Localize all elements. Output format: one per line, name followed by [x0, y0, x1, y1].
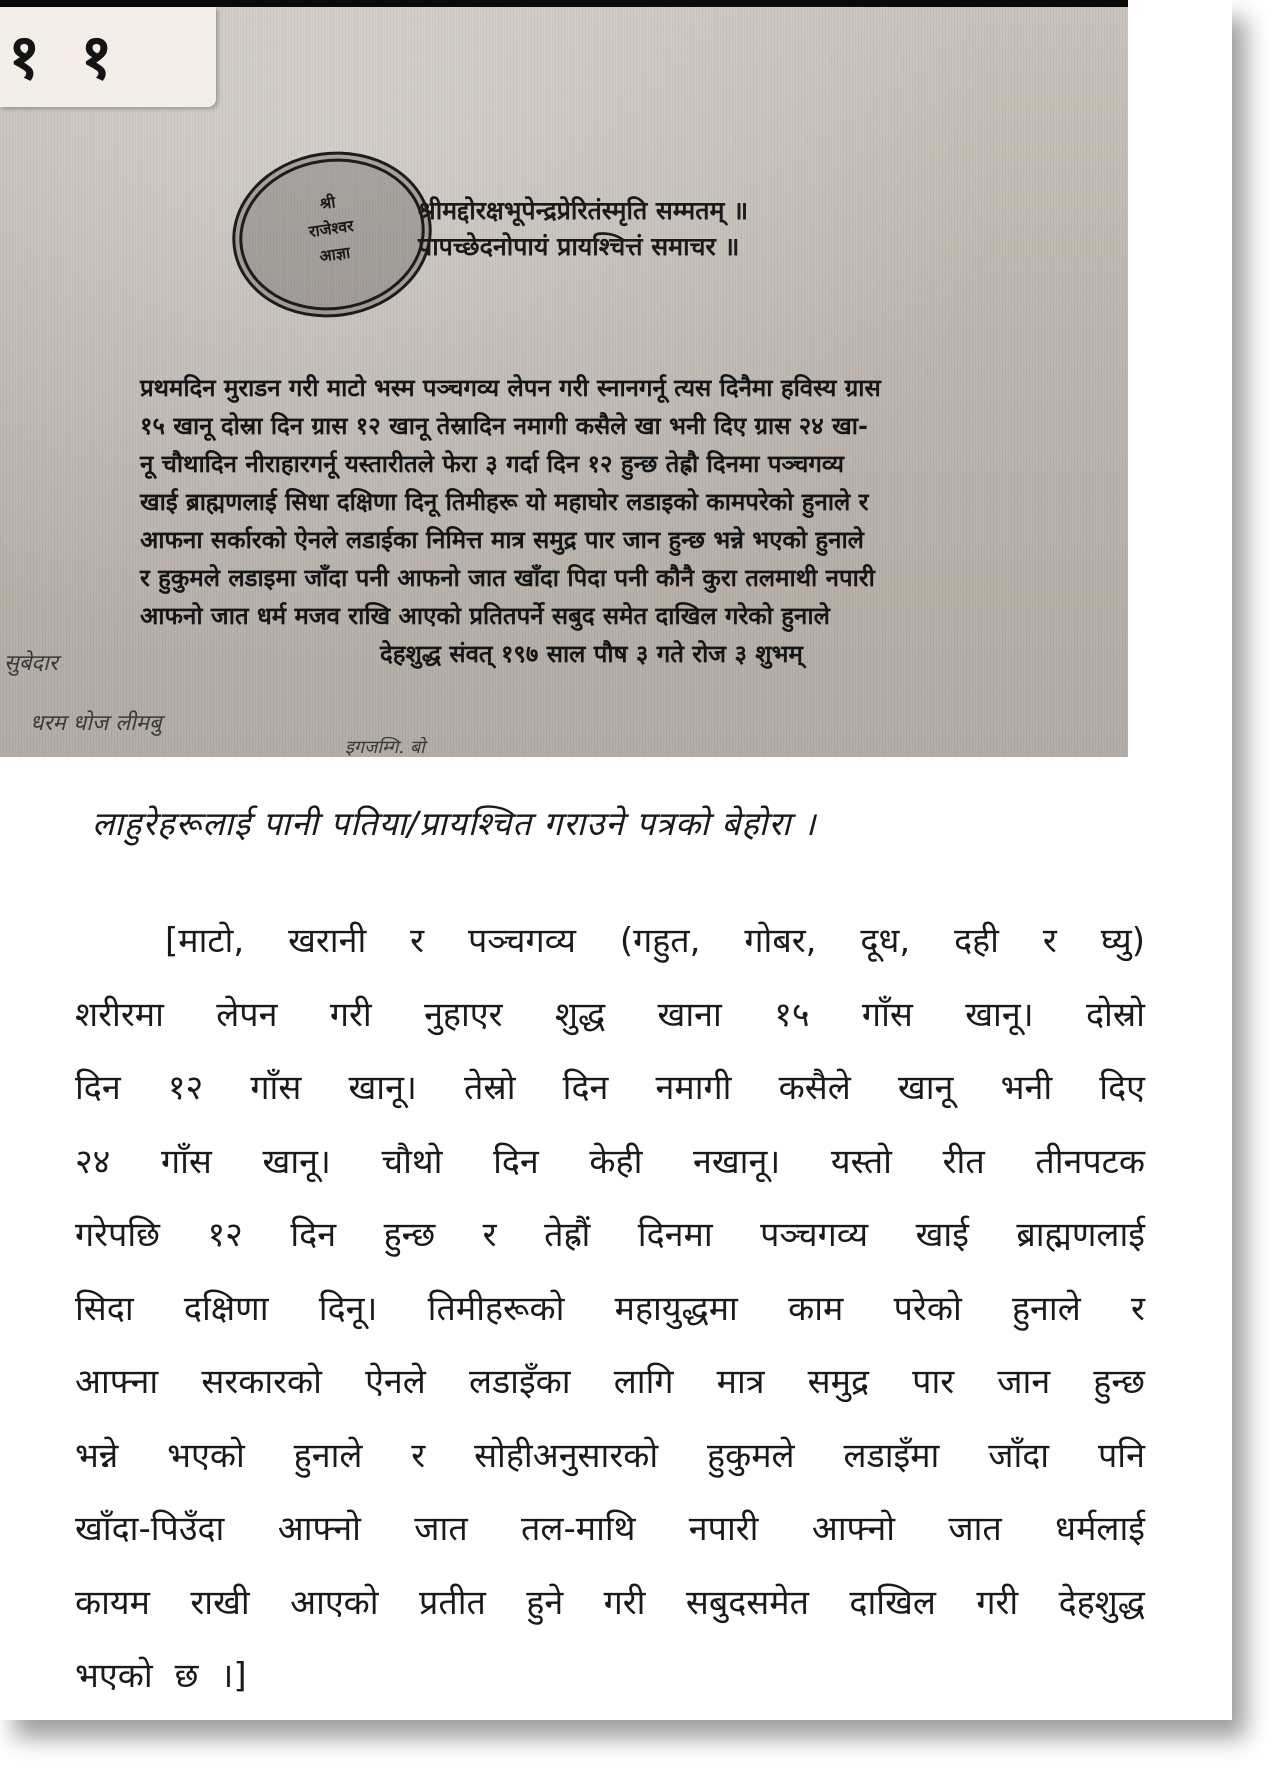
word: पनि	[1097, 1435, 1145, 1476]
word: खानू।	[965, 994, 1034, 1035]
photo-top-border	[0, 0, 1128, 7]
printed-line: र हुकुमले लडाइमा जाँदा पनी आफनो जात खाँदा पिदा पनी कौनै कुरा तलमाथी नपारी	[140, 563, 875, 592]
paragraph-line	[75, 1493, 1145, 1567]
paragraph-line	[75, 1567, 1145, 1641]
printed-line: आफनो जात धर्म मजव राखि आएको प्रतितपर्ने सबुद समेत दाखिल गरेको हुनाले	[140, 601, 830, 630]
word: जात	[414, 1509, 468, 1549]
word: सिदा	[75, 1288, 134, 1329]
paragraph-line	[75, 1126, 1145, 1200]
word: हुने	[526, 1582, 564, 1623]
word: शरीरमा	[75, 994, 164, 1035]
word: देहशुद्ध	[1058, 1582, 1145, 1623]
handwritten-margin-note: सुबेदार	[4, 651, 58, 676]
word: गरी	[329, 994, 372, 1035]
printed-line: नू चौथादिन नीराहारगर्नू यस्तारीतले फेरा ३ गर्दा दिन १२ हुन्छ तेह्रौ दिनमा पञ्चगव्य	[140, 449, 845, 478]
word: महायुद्धमा	[614, 1288, 738, 1329]
word: खरानी	[288, 921, 367, 961]
word: खाँदा-पिउँदा	[75, 1509, 225, 1549]
word: भएको	[167, 1435, 245, 1476]
paragraph-line	[75, 1273, 1145, 1347]
word: चौथो	[381, 1141, 443, 1182]
word: र	[1042, 921, 1057, 961]
word: हुकुमले	[707, 1435, 795, 1476]
word: गरी	[603, 1582, 646, 1623]
paragraph-line	[75, 1199, 1145, 1273]
word: दिए	[1099, 1068, 1145, 1108]
handwritten-annotation: इगजम्गि. बो	[345, 737, 425, 757]
word: (गहुत,	[619, 921, 701, 961]
paragraph-line	[75, 905, 1145, 979]
word: तेह्रौं	[544, 1215, 591, 1255]
word: खानू	[897, 1068, 954, 1108]
paragraph-line	[75, 1052, 1145, 1126]
word: गोबर,	[744, 921, 817, 961]
word: आफ्ना	[75, 1362, 159, 1402]
word: मात्र	[716, 1362, 765, 1402]
word: आएको	[290, 1582, 379, 1623]
word: पञ्चगव्य	[760, 1215, 869, 1255]
word: राखी	[190, 1582, 250, 1623]
word: १२	[207, 1215, 243, 1255]
word: गरेपछि	[75, 1215, 160, 1255]
word: दूध,	[860, 921, 911, 961]
seal-text-line: श्री	[318, 192, 337, 214]
word: खानू।	[348, 1068, 417, 1108]
handwritten-signature: धरम धोज लीमबु	[30, 711, 162, 736]
word: र	[1131, 1288, 1145, 1329]
word: हुन्छ	[1093, 1362, 1145, 1402]
printed-line: आफना सर्कारको ऐनले लडाईका निमित्त मात्र समुद्र पार जान हुन्छ भन्ने भएको हुनाले	[140, 525, 864, 554]
word: भएको	[75, 1656, 153, 1696]
word: परेको	[893, 1288, 962, 1329]
word: दही	[954, 921, 999, 961]
word: कसैले	[778, 1068, 851, 1108]
word: खानू।	[262, 1141, 331, 1182]
word: २४	[75, 1141, 111, 1182]
word: केही	[589, 1141, 643, 1182]
word: प्रतीत	[418, 1582, 486, 1623]
word: यस्तो	[830, 1141, 892, 1182]
word: दिन	[562, 1068, 609, 1108]
printed-line: १५ खानू दोस्रा दिन ग्रास १२ खानू तेस्रादिन नमागी कसैले खा भनी दिए ग्रास २४ खा-	[140, 411, 868, 440]
word: भनी	[1000, 1068, 1053, 1108]
word: भन्ने	[75, 1435, 119, 1476]
word: समुद्र	[807, 1362, 870, 1402]
word: १२	[167, 1068, 204, 1108]
word: गरी	[976, 1582, 1019, 1623]
translation-paragraph	[75, 905, 1145, 1714]
word: आफ्नो	[811, 1509, 896, 1549]
paragraph-line	[75, 1420, 1145, 1494]
word: तेस्रो	[463, 1068, 516, 1108]
word: दाखिल	[849, 1582, 936, 1623]
word: दिनू।	[318, 1288, 378, 1329]
paragraph-line	[75, 1346, 1145, 1420]
word: ऐनले	[365, 1362, 426, 1402]
word: गाँस	[160, 1141, 212, 1182]
header-verse-line: श्रीमद्दोरक्षभूपेन्द्रप्रेरितंस्मृति सम्मतम् ॥	[418, 196, 749, 225]
word: ।]	[220, 1656, 247, 1696]
word: घ्यु)	[1100, 921, 1145, 961]
word: लडाइँमा	[843, 1435, 940, 1476]
word: १५	[774, 994, 810, 1035]
word: नपारी	[688, 1509, 759, 1549]
word: दिन	[75, 1068, 121, 1108]
photo-caption: लाहुरेहरूलाई पानी पतिया/प्रायश्चित गराउने पत्रको बेहोरा ।	[92, 804, 817, 843]
printed-line: खाई ब्राह्मणलाई सिधा दक्षिणा दिनू तिमीहरू यो महाघोर लडाइको कामपरेको हुनाले र	[140, 487, 869, 516]
word: हुनाले	[293, 1435, 363, 1476]
word: काम	[788, 1288, 844, 1329]
archive-number-tag: ११	[0, 7, 216, 107]
word: कायम	[75, 1582, 150, 1623]
word: दिन	[493, 1141, 539, 1182]
word: तल-माथि	[521, 1509, 636, 1549]
word: र	[410, 921, 425, 961]
word: सरकारको	[201, 1362, 322, 1402]
printed-line: देहशुद्ध संवत् १९७ साल पौष ३ गते रोज ३ शुभम्	[380, 639, 803, 668]
word: गाँस	[861, 994, 913, 1035]
word: पार	[912, 1362, 955, 1402]
word: दक्षिणा	[183, 1288, 269, 1329]
word: सबुदसमेत	[685, 1582, 810, 1623]
seal-text-line: आज्ञा	[318, 242, 352, 266]
seal-text-line: राजेश्वर	[307, 216, 355, 242]
header-verse-line: पापच्छेदनोपायं प्रायश्चित्तं समाचर ॥	[418, 232, 740, 261]
word: गाँस	[250, 1068, 302, 1108]
word: र	[411, 1435, 426, 1476]
word: जात	[948, 1509, 1002, 1549]
word: खाना	[657, 994, 722, 1035]
word: पञ्चगव्य	[467, 921, 576, 961]
word: हुन्छ	[383, 1215, 436, 1255]
word: नमागी	[655, 1068, 732, 1108]
word: र	[482, 1215, 497, 1255]
official-seal-stamp	[221, 139, 442, 330]
word: खाई	[915, 1215, 969, 1255]
word: दिन	[290, 1215, 337, 1255]
word: छ	[174, 1656, 199, 1696]
printed-letter-text	[140, 369, 1100, 673]
word: दिनमा	[637, 1215, 713, 1255]
word: दोस्रो	[1085, 994, 1145, 1035]
word: रीत	[942, 1141, 985, 1182]
word: ब्राह्मणलाई	[1016, 1215, 1145, 1255]
word: जान	[997, 1362, 1051, 1402]
word: शुद्ध	[554, 994, 606, 1035]
word: तीनपटक	[1035, 1141, 1145, 1182]
word: तिमीहरूको	[427, 1288, 565, 1329]
word: नुहाएर	[424, 994, 503, 1035]
word: [माटो,	[165, 921, 245, 961]
word: सोहीअनुसारको	[474, 1435, 659, 1476]
archival-letter-photo	[0, 7, 1128, 757]
word: जाँदा	[988, 1435, 1050, 1476]
word: नखानू।	[693, 1141, 781, 1182]
word: धर्मलाई	[1055, 1509, 1145, 1549]
word: लेपन	[216, 994, 278, 1035]
word: हुनाले	[1012, 1288, 1081, 1329]
paragraph-line	[75, 979, 1145, 1053]
word: आफ्नो	[277, 1509, 361, 1549]
paragraph-line	[75, 1640, 1145, 1714]
word: लागि	[613, 1362, 674, 1402]
printed-line: प्रथमदिन मुराडन गरी माटो भस्म पञ्चगव्य लेपन गरी स्नानगर्नू त्यस दिनैमा हविस्य ग्रास	[140, 373, 881, 402]
word: लडाइँका	[468, 1362, 571, 1402]
